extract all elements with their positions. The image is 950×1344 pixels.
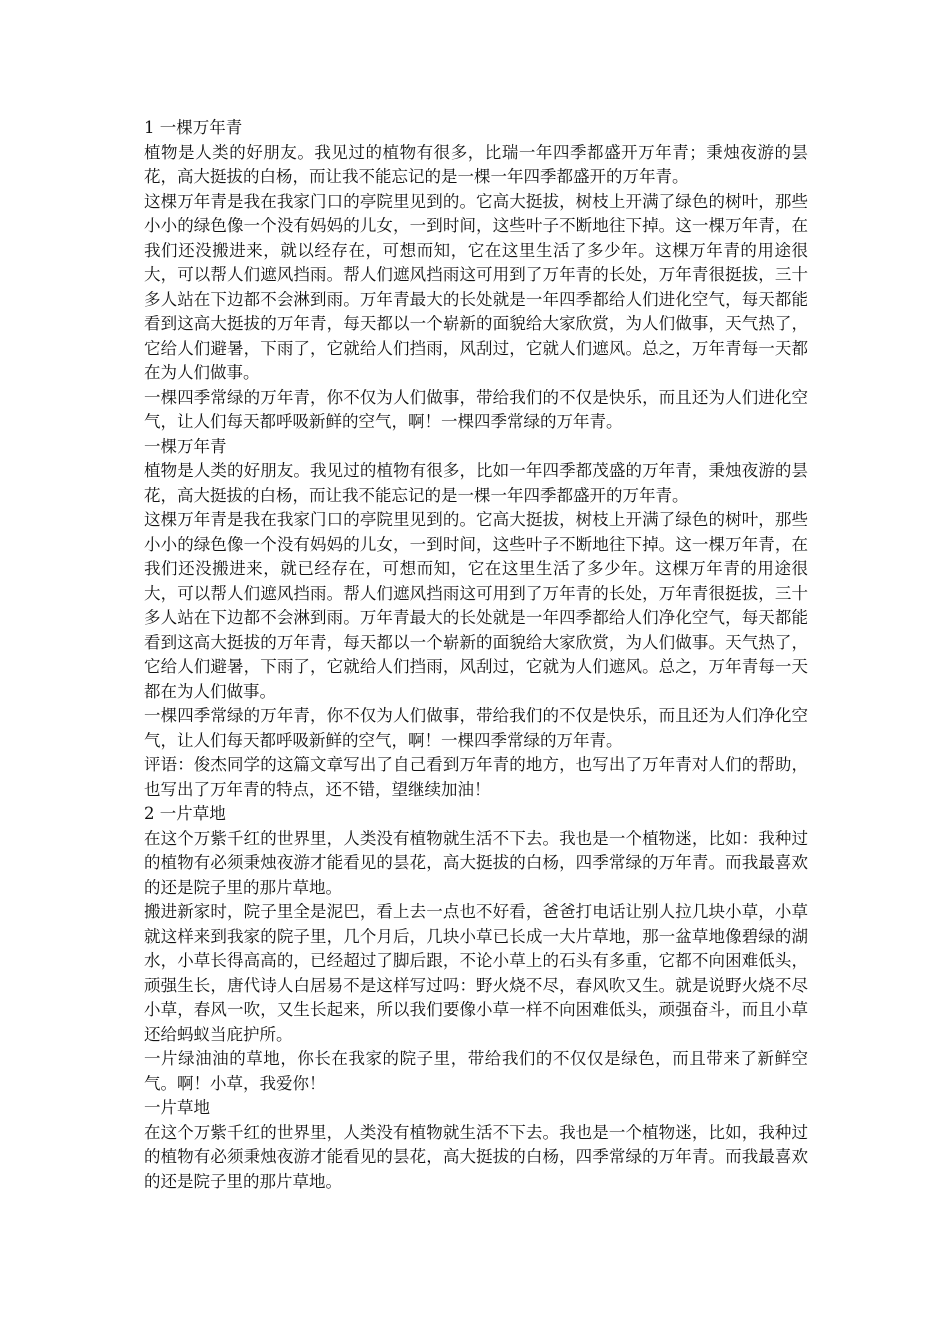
- essay-2-paragraph: 一片绿油油的草地，你长在我家的院子里，带给我们的不仅仅是绿色，而且带来了新鲜空气。啊！小草，我爱你！: [144, 1049, 808, 1093]
- essay-1-revised-title: 一棵万年青: [144, 436, 227, 456]
- essay-1-paragraph: 植物是人类的好朋友。我见过的植物有很多，比瑞一年四季都盛开万年青；秉烛夜游的昙花，高大挺拔的白杨，而让我不能忘记的是一棵一年四季都盛开的万年青。: [144, 142, 808, 186]
- essay-1-revised-paragraph: 一棵四季常绿的万年青，你不仅为人们做事，带给我们的不仅是快乐，而且还为人们净化空气，让人们每天都呼吸新鲜的空气，啊！一棵四季常绿的万年青。: [144, 706, 808, 750]
- teacher-comment: 评语：俊杰同学的这篇文章写出了自己看到万年青的地方，也写出了万年青对人们的帮助，也写出了万年青的特点，还不错，望继续加油！: [144, 755, 808, 799]
- essay-2-paragraph: 在这个万紫千红的世界里，人类没有植物就生活不下去。我也是一个植物迷，比如：我种过的植物有必须秉烛夜游才能看见的昙花，高大挺拔的白杨，四季常绿的万年青。而我最喜欢的还是院子里的那片草地。: [144, 828, 808, 897]
- essay-1-paragraph: 这棵万年青是我在我家门口的亭院里见到的。它高大挺拔，树枝上开满了绿色的树叶，那些小小的绿色像一个没有妈妈的儿女，一到时间，这些叶子不断地往下掉。这一棵万年青，在我们还没搬进来，就以经存在，可想而知，它在这里生活了多少年。这棵万年青的用途很大，可以帮人们遮风挡雨。帮人们遮风挡雨这可用到了万年青的长处，万年青很挺拔，三十多人站在下边都不会淋到雨。万年青最大的长处就是一年四季都给人们进化空气，每天都能看到这高大挺拔的万年青，每天都以一个崭新的面貌给大家欣赏，为人们做事，天气热了，它给人们避暑，下雨了，它就给人们挡雨，风刮过，它就人们遮风。总之，万年青每一天都在为人们做事。: [144, 191, 808, 382]
- essay-2-title: 2 一片草地: [144, 804, 226, 823]
- essay-2-paragraph: 搬进新家时，院子里全是泥巴，看上去一点也不好看，爸爸打电话让别人拉几块小草，小草就这样来到我家的院子里，几个月后，几块小草已长成一大片草地，那一盆草地像碧绿的湖水，小草长得高高的，已经超过了脚后跟，不论小草上的石头有多重，它都不向困难低头，顽强生长，唐代诗人白居易不是这样写过吗：野火烧不尽，春风吹又生。就是说野火烧不尽小草，春风一吹，又生长起来，所以我们要像小草一样不向困难低头，顽强奋斗，而且小草还给蚂蚁当庇护所。: [144, 902, 808, 1044]
- document-body: [144, 116, 808, 1194]
- essay-1-paragraph: 一棵四季常绿的万年青，你不仅为人们做事，带给我们的不仅是快乐，而且还为人们进化空气，让人们每天都呼吸新鲜的空气，啊！一棵四季常绿的万年青。: [144, 387, 808, 431]
- essay-1-revised-paragraph: 这棵万年青是我在我家门口的亭院里见到的。它高大挺拔，树枝上开满了绿色的树叶，那些小小的绿色像一个没有妈妈的儿女，一到时间，这些叶子不断地往下掉。这一棵万年青，在我们还没搬进来，就已经存在，可想而知，它在这里生活了多少年。这棵万年青的用途很大，可以帮人们遮风挡雨。帮人们遮风挡雨这可用到了万年青的长处，万年青很挺拔，三十多人站在下边都不会淋到雨。万年青最大的长处就是一年四季都给人们净化空气，每天都能看到这高大挺拔的万年青，每天都以一个崭新的面貌给大家欣赏，为人们做事。天气热了，它给人们避暑，下雨了，它就给人们挡雨，风刮过，它就为人们遮风。总之，万年青每一天都在为人们做事。: [144, 510, 808, 701]
- essay-1-revised-paragraph: 植物是人类的好朋友。我见过的植物有很多，比如一年四季都茂盛的万年青，秉烛夜游的昙花，高大挺拔的白杨，而让我不能忘记的是一棵一年四季都盛开的万年青。: [144, 461, 808, 505]
- essay-1-title: 1 一棵万年青: [144, 118, 243, 137]
- essay-2-revised-title: 一片草地: [144, 1098, 210, 1117]
- essay-2-revised-paragraph: 在这个万紫千红的世界里，人类没有植物就生活不下去。我也是一个植物迷，比如，我种过的植物有必须秉烛夜游才能看见的昙花，高大挺拔的白杨，四季常绿的万年青。而我最喜欢的还是院子里的那片草地。: [144, 1122, 808, 1191]
